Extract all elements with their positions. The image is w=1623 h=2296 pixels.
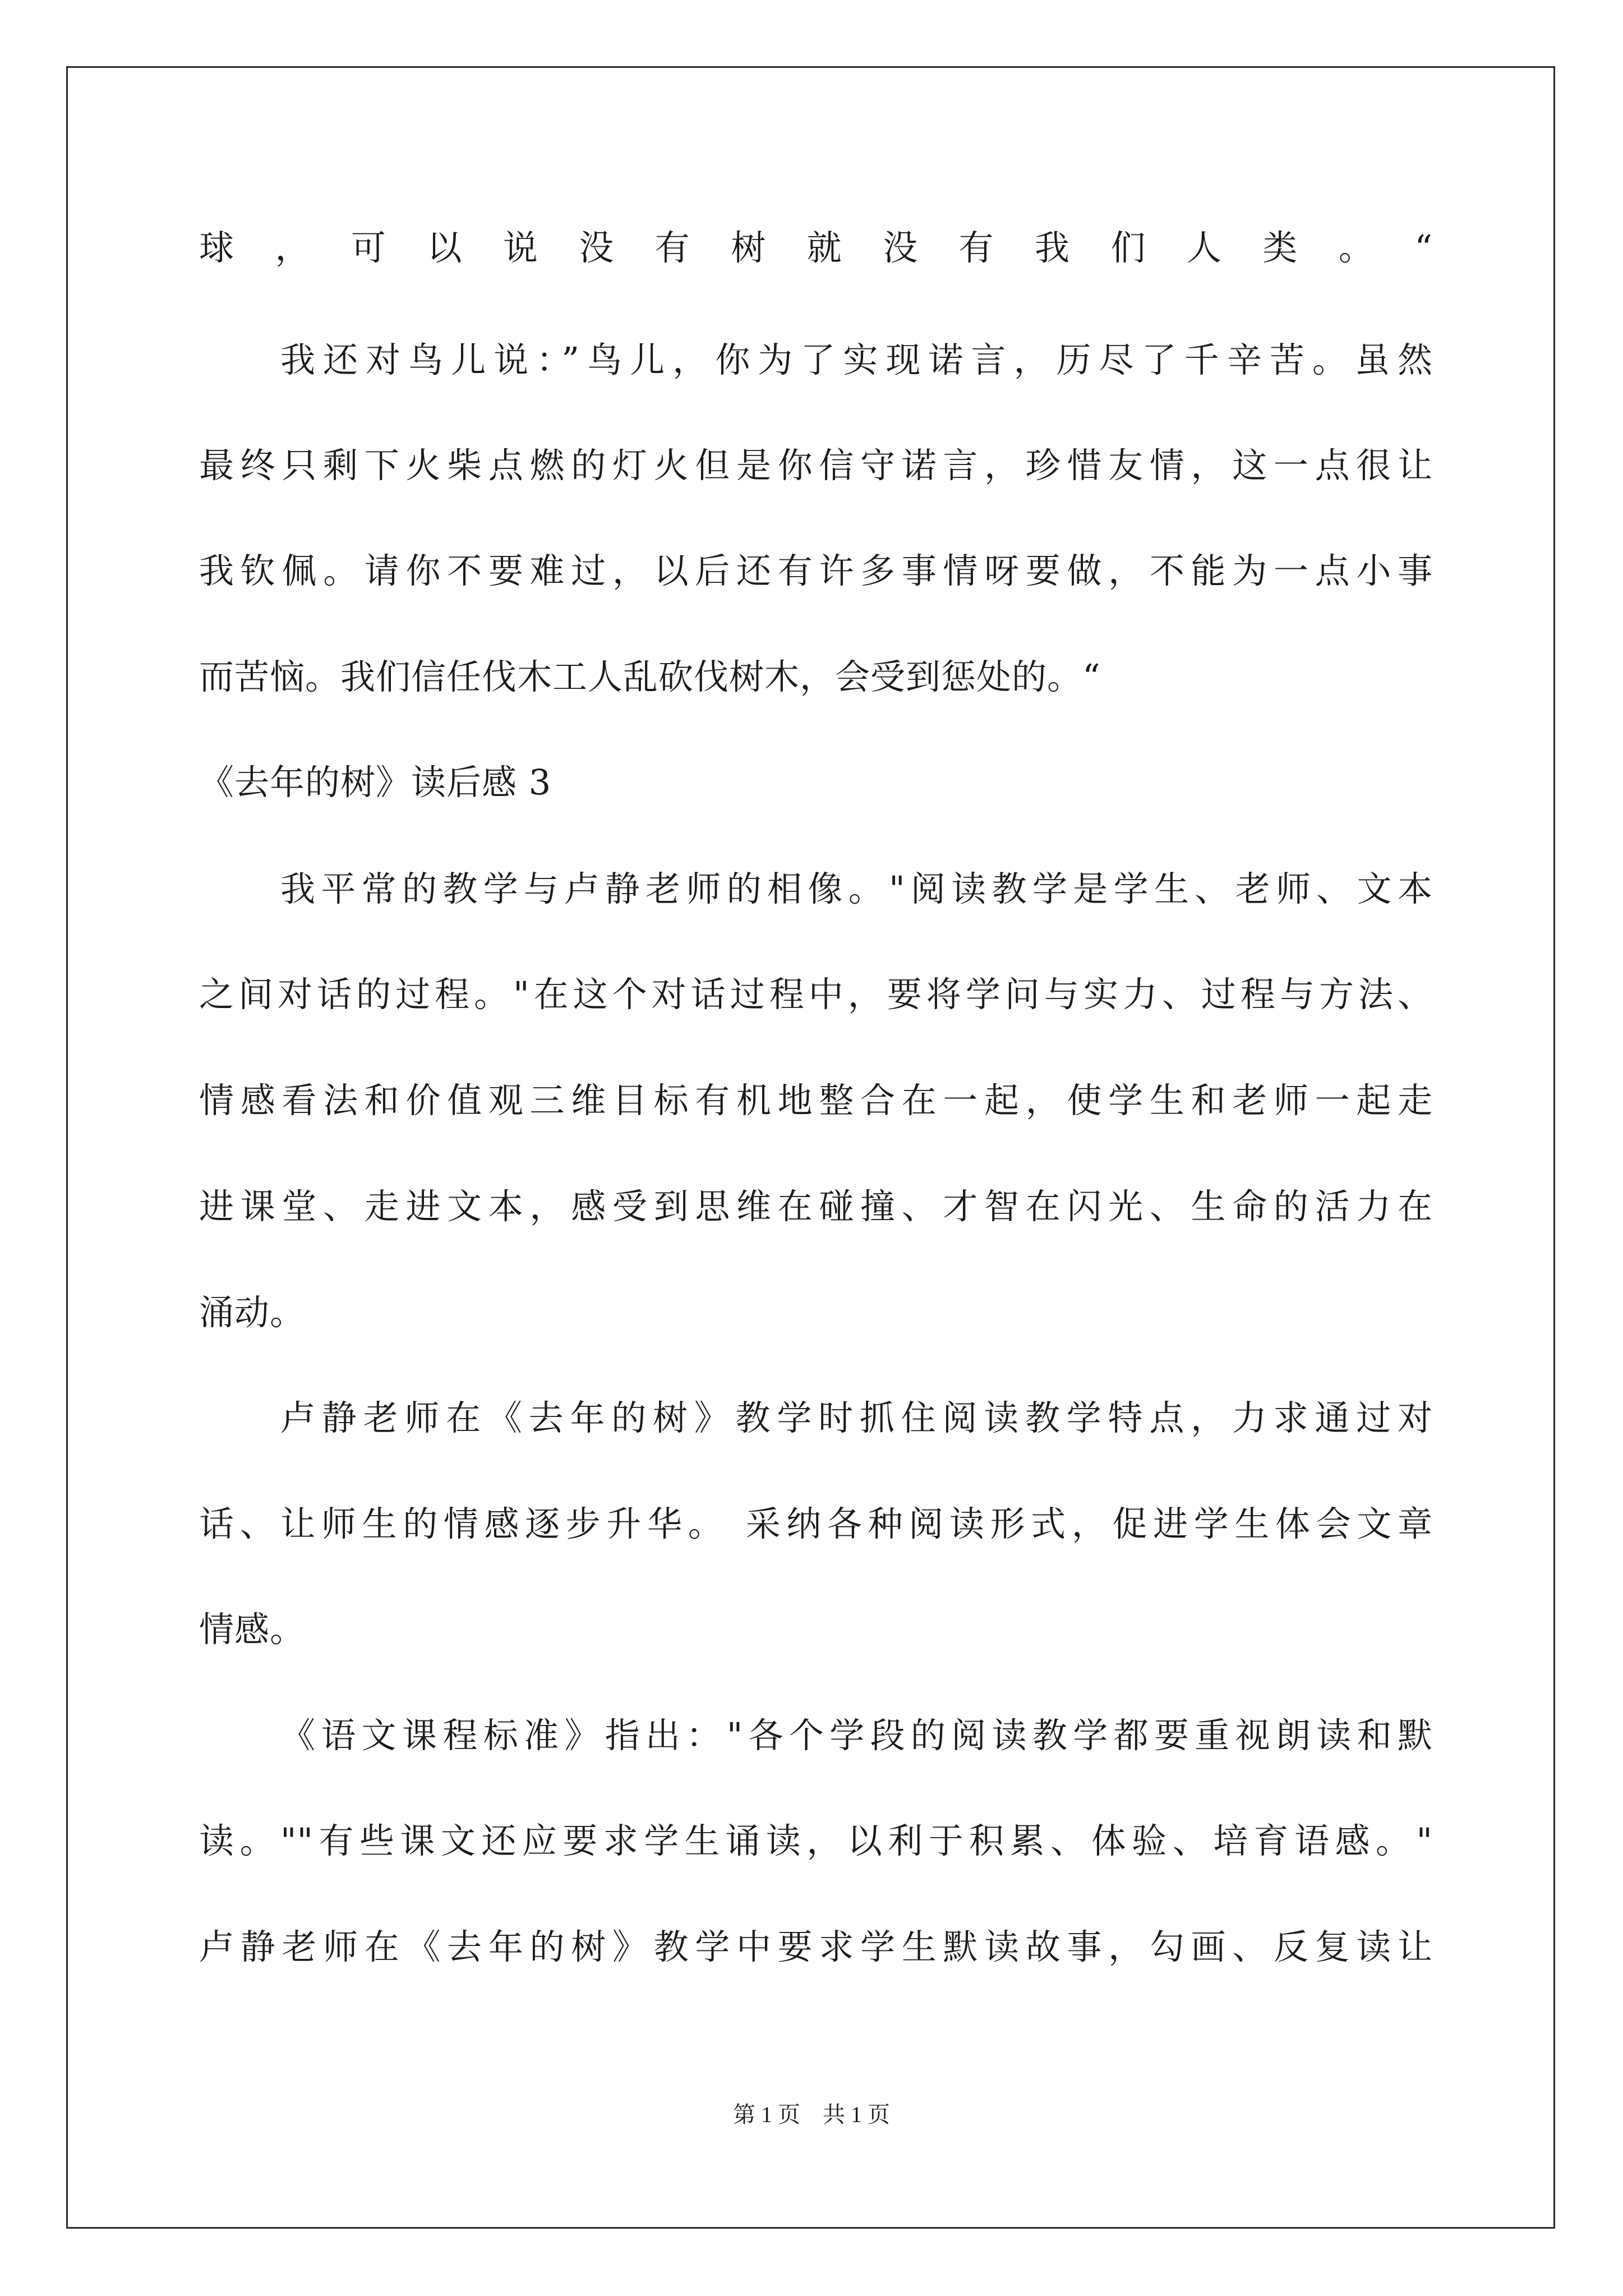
body-line: 之间对话的过程。"在这个对话过程中，要将学问与实力、过程与方法、 xyxy=(199,974,1433,1015)
body-line: 我还对鸟儿说：”鸟儿，你为了实现诺言，历尽了千辛苦。虽然 xyxy=(280,339,1433,380)
body-line: 最终只剩下火柴点燃的灯火但是你信守诺言，珍惜友情，这一点很让 xyxy=(199,445,1433,486)
body-line: 《语文课程标准》指出："各个学段的阅读教学都要重视朗读和默 xyxy=(280,1715,1433,1756)
body-line: 读。""有些课文还应要求学生诵读，以利于积累、体验、培育语感。" xyxy=(199,1820,1433,1861)
body-line: 球，可以说没有树就没有我们人类。“ xyxy=(199,227,1433,268)
body-line: 我平常的教学与卢静老师的相像。"阅读教学是学生、老师、文本 xyxy=(280,868,1433,909)
body-line: 卢静老师在《去年的树》教学中要求学生默读故事，勾画、反复读让 xyxy=(199,1926,1433,1967)
body-line: 卢静老师在《去年的树》教学时抓住阅读教学特点，力求通过对 xyxy=(280,1397,1433,1438)
body-line: 话、让师生的情感逐步升华。 采纳各种阅读形式，促进学生体会文章 xyxy=(199,1503,1433,1544)
body-line: 而苦恼。我们信任伐木工人乱砍伐树木，会受到惩处的。“ xyxy=(199,656,1101,697)
body-line: 我钦佩。请你不要难过，以后还有许多事情呀要做，不能为一点小事 xyxy=(199,550,1433,591)
page-border xyxy=(66,66,1555,2229)
body-line: 涌动。 xyxy=(199,1292,306,1333)
body-line: 情感。 xyxy=(199,1609,306,1650)
section-heading: 《去年的树》读后感 3 xyxy=(199,762,552,803)
body-line: 情感看法和价值观三维目标有机地整合在一起，使学生和老师一起走 xyxy=(199,1080,1433,1121)
page-footer: 第 1 页 共 1 页 xyxy=(733,2102,890,2127)
body-line: 进课堂、走进文本，感受到思维在碰撞、才智在闪光、生命的活力在 xyxy=(199,1186,1433,1227)
